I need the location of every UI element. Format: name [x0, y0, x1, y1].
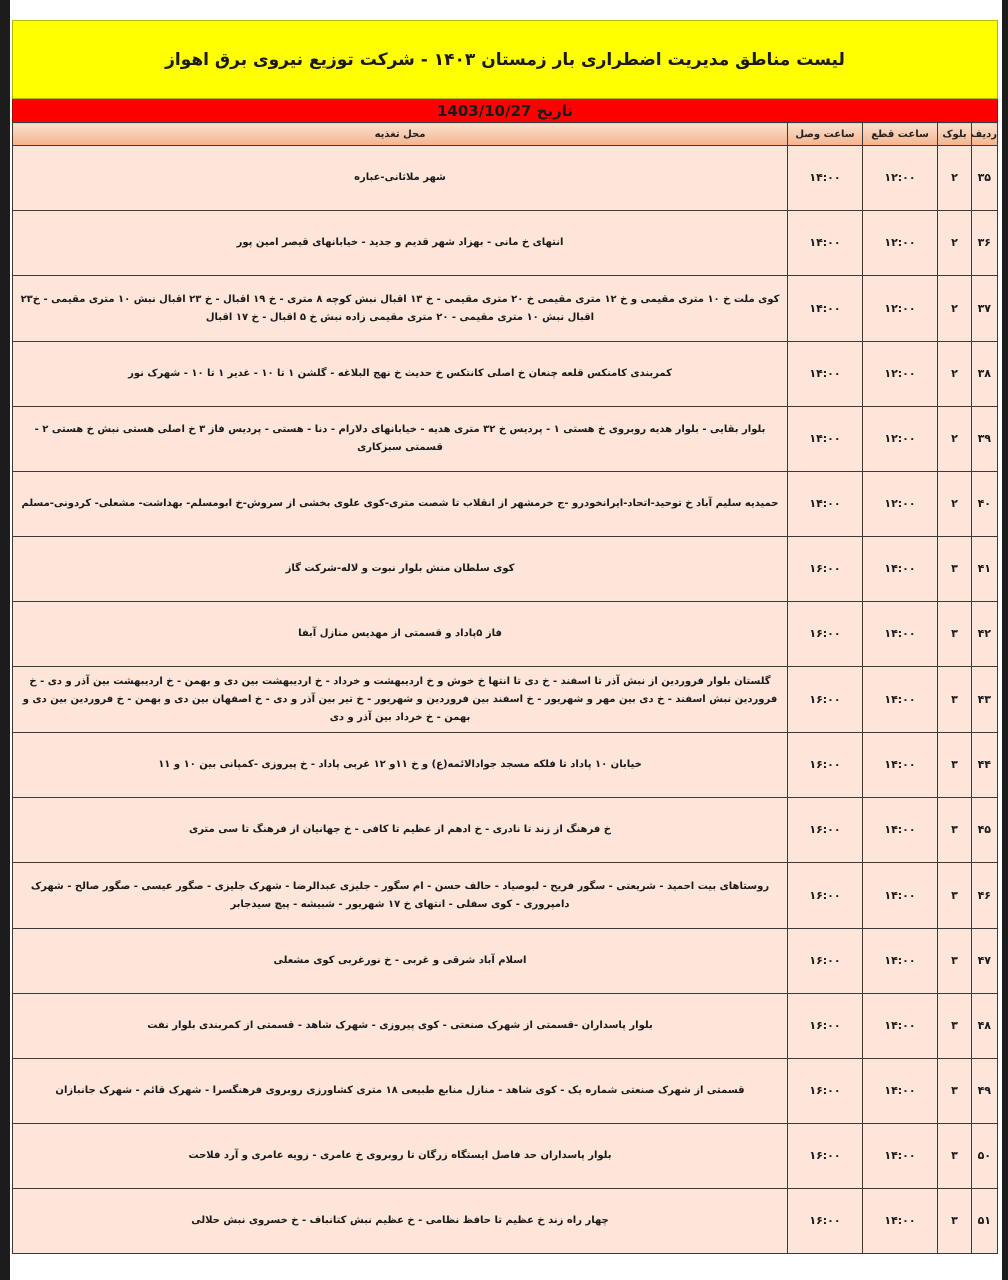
block-number: ۲ — [938, 342, 972, 407]
row-number: ۵۰ — [972, 1124, 998, 1189]
block-number: ۲ — [938, 276, 972, 342]
row-number: ۴۴ — [972, 733, 998, 798]
connect-time: ۱۶:۰۰ — [788, 863, 863, 929]
connect-time: ۱۶:۰۰ — [788, 1059, 863, 1124]
feed-location: خ فرهنگ از زند تا نادری - خ ادهم از عظیم تا کافی - خ جهانیان از فرهنگ تا سی متری — [13, 798, 788, 863]
cut-time: ۱۲:۰۰ — [863, 276, 938, 342]
connect-time: ۱۴:۰۰ — [788, 276, 863, 342]
block-number: ۳ — [938, 1124, 972, 1189]
schedule-date: تاریخ 1403/10/27 — [12, 99, 998, 122]
table-row — [13, 602, 998, 667]
column-header-location: محل تغذیه — [13, 123, 788, 146]
connect-time: ۱۶:۰۰ — [788, 1189, 863, 1254]
table-row — [13, 863, 998, 929]
feed-location: کوی ملت خ ۱۰ متری مقیمی و خ ۱۲ متری مقیمی خ ۲۰ متری مقیمی - خ ۱۳ اقبال نبش کوچه ۸ متری - خ ۱۹ اقبال - خ ۲۳ اقبال نبش ۱۰ متری مقیمی - خ۲۳ اقبال نبش ۱۰ متری مقیمی - ۲۰ متری مقیمی زاده نبش خ ۵ اقبال - خ ۱۷ اقبال — [13, 276, 788, 342]
cut-time: ۱۲:۰۰ — [863, 342, 938, 407]
cut-time: ۱۲:۰۰ — [863, 407, 938, 472]
connect-time: ۱۶:۰۰ — [788, 537, 863, 602]
row-number: ۴۶ — [972, 863, 998, 929]
feed-location: بلوار پاسداران حد فاصل ایستگاه زرگان تا روبروی خ عامری - زویه عامری و آرد فلاحت — [13, 1124, 788, 1189]
connect-time: ۱۴:۰۰ — [788, 342, 863, 407]
feed-location: قسمتی از شهرک صنعتی شماره یک - کوی شاهد - منازل منابع طبیعی ۱۸ متری کشاورزی روبروی فرهنگسرا - شهرک قائم - شهرک جانبازان — [13, 1059, 788, 1124]
connect-time: ۱۶:۰۰ — [788, 733, 863, 798]
connect-time: ۱۴:۰۰ — [788, 472, 863, 537]
feed-location: کوی سلطان منش بلوار نبوت و لاله-شرکت گاز — [13, 537, 788, 602]
block-number: ۳ — [938, 994, 972, 1059]
row-number: ۴۹ — [972, 1059, 998, 1124]
row-number: ۳۹ — [972, 407, 998, 472]
table-row — [13, 929, 998, 994]
table-row — [13, 211, 998, 276]
row-number: ۴۰ — [972, 472, 998, 537]
column-header-cut-time: ساعت قطع — [863, 123, 938, 146]
table-row — [13, 342, 998, 407]
block-number: ۳ — [938, 537, 972, 602]
feed-location: کمربندی کامنکس قلعه چنعان خ اصلی کانتکس خ حدیث خ نهج البلاغه - گلشن ۱ تا ۱۰ - غدیر ۱ تا ۱۰ - شهرک نور — [13, 342, 788, 407]
cut-time: ۱۴:۰۰ — [863, 733, 938, 798]
row-number: ۵۱ — [972, 1189, 998, 1254]
table-row — [13, 994, 998, 1059]
column-header-connect-time: ساعت وصل — [788, 123, 863, 146]
block-number: ۲ — [938, 146, 972, 211]
table-row — [13, 1059, 998, 1124]
column-header-block: بلوک — [938, 123, 972, 146]
feed-location: فاز ۵پاداد و قسمتی از مهدیس منازل آبفا — [13, 602, 788, 667]
feed-location: بلوار بقایی - بلوار هدیه روبروی خ هستی ۱ - پردیس خ ۳۲ متری هدیه - خیابانهای دلارام - دنا - هستی - پردیس فاز ۳ خ اصلی هستی نبش خ هستی ۲ - قسمتی سبزکاری — [13, 407, 788, 472]
feed-location: چهار راه زند خ عظیم تا حافظ نظامی - خ عظیم نبش کتانباف - خ خسروی نبش حلالی — [13, 1189, 788, 1254]
block-number: ۳ — [938, 929, 972, 994]
connect-time: ۱۶:۰۰ — [788, 667, 863, 733]
right-border — [1002, 0, 1008, 1280]
connect-time: ۱۶:۰۰ — [788, 1124, 863, 1189]
block-number: ۲ — [938, 211, 972, 276]
block-number: ۲ — [938, 472, 972, 537]
block-number: ۳ — [938, 863, 972, 929]
table-row — [13, 1189, 998, 1254]
outage-schedule-sheet — [12, 20, 998, 1254]
row-number: ۳۵ — [972, 146, 998, 211]
table-row — [13, 733, 998, 798]
table-row — [13, 146, 998, 211]
block-number: ۳ — [938, 1059, 972, 1124]
cut-time: ۱۴:۰۰ — [863, 602, 938, 667]
connect-time: ۱۶:۰۰ — [788, 602, 863, 667]
cut-time: ۱۲:۰۰ — [863, 146, 938, 211]
column-header-row-no: ردیف — [972, 123, 998, 146]
block-number: ۳ — [938, 798, 972, 863]
block-number: ۳ — [938, 602, 972, 667]
feed-location: خیابان ۱۰ پاداد تا فلکه مسجد جوادالائمه(ع) و خ ۱۱و ۱۲ غربی پاداد - خ پیروزی -کمپانی بین ۱۰ و ۱۱ — [13, 733, 788, 798]
table-row — [13, 472, 998, 537]
feed-location: اسلام آباد شرقی و غربی - خ نورغربی کوی مشعلی — [13, 929, 788, 994]
row-number: ۴۳ — [972, 667, 998, 733]
table-header-row — [13, 123, 998, 146]
cut-time: ۱۴:۰۰ — [863, 798, 938, 863]
cut-time: ۱۲:۰۰ — [863, 211, 938, 276]
table-row — [13, 798, 998, 863]
row-number: ۴۷ — [972, 929, 998, 994]
table-row — [13, 276, 998, 342]
table-row — [13, 667, 998, 733]
connect-time: ۱۴:۰۰ — [788, 211, 863, 276]
block-number: ۲ — [938, 407, 972, 472]
row-number: ۴۵ — [972, 798, 998, 863]
row-number: ۴۲ — [972, 602, 998, 667]
row-number: ۳۸ — [972, 342, 998, 407]
connect-time: ۱۶:۰۰ — [788, 798, 863, 863]
cut-time: ۱۴:۰۰ — [863, 1189, 938, 1254]
connect-time: ۱۶:۰۰ — [788, 929, 863, 994]
feed-location: شهر ملاثانی-عباره — [13, 146, 788, 211]
page-title: لیست مناطق مدیریت اضطراری بار زمستان ۱۴۰۳ - شرکت توزیع نیروی برق اهواز — [12, 20, 998, 99]
cut-time: ۱۴:۰۰ — [863, 994, 938, 1059]
cut-time: ۱۲:۰۰ — [863, 472, 938, 537]
outage-table — [12, 122, 998, 1254]
feed-location: بلوار پاسداران -قسمتی از شهرک صنعتی - کوی پیروزی - شهرک شاهد - قسمتی از کمربندی بلوار نفت — [13, 994, 788, 1059]
left-border — [0, 0, 10, 1280]
connect-time: ۱۴:۰۰ — [788, 146, 863, 211]
feed-location: انتهای خ مانی - بهزاد شهر قدیم و جدید - خیابانهای قیصر امین پور — [13, 211, 788, 276]
block-number: ۳ — [938, 1189, 972, 1254]
cut-time: ۱۴:۰۰ — [863, 667, 938, 733]
feed-location: گلستان بلوار فروردین از نبش آذر تا اسفند - خ دی تا انتها خ خوش و خ اردیبهشت و خرداد - خ اردیبهشت بین دی و بهمن - خ اردیبهشت بین آذر و دی - خ فروردین نبش اسفند - خ دی بین مهر و شهریور - خ اسفند بین فروردین و شهریور - خ تیر بین آذر و دی - خ اصفهان بین دی و بهمن - خ فروردین بین دی و بهمن - خ خرداد بین آذر و دی — [13, 667, 788, 733]
table-row — [13, 407, 998, 472]
block-number: ۳ — [938, 733, 972, 798]
row-number: ۳۶ — [972, 211, 998, 276]
feed-location: حمیدیه سلیم آباد خ توحید-اتحاد-ایرانخودرو -ج خرمشهر از انقلاب تا شصت متری-کوی علوی بخشی از سروش-خ ابومسلم- بهداشت- مشعلی- کردونی-مسلم — [13, 472, 788, 537]
cut-time: ۱۴:۰۰ — [863, 929, 938, 994]
connect-time: ۱۴:۰۰ — [788, 407, 863, 472]
row-number: ۳۷ — [972, 276, 998, 342]
connect-time: ۱۶:۰۰ — [788, 994, 863, 1059]
table-row — [13, 537, 998, 602]
block-number: ۳ — [938, 667, 972, 733]
cut-time: ۱۴:۰۰ — [863, 537, 938, 602]
cut-time: ۱۴:۰۰ — [863, 863, 938, 929]
row-number: ۴۱ — [972, 537, 998, 602]
cut-time: ۱۴:۰۰ — [863, 1059, 938, 1124]
row-number: ۴۸ — [972, 994, 998, 1059]
feed-location: روستاهای بیت احمید - شریعتی - سگور فریح - لبوصیاد - حالف حسن - ام سگور - جلیزی عبدالرضا - شهرک جلیزی - صگور عیسی - صگور صالح - شهرک دامپروری - کوی سفلی - انتهای خ ۱۷ شهریور - شبیشه - پیچ سیدجابر — [13, 863, 788, 929]
cut-time: ۱۴:۰۰ — [863, 1124, 938, 1189]
table-row — [13, 1124, 998, 1189]
